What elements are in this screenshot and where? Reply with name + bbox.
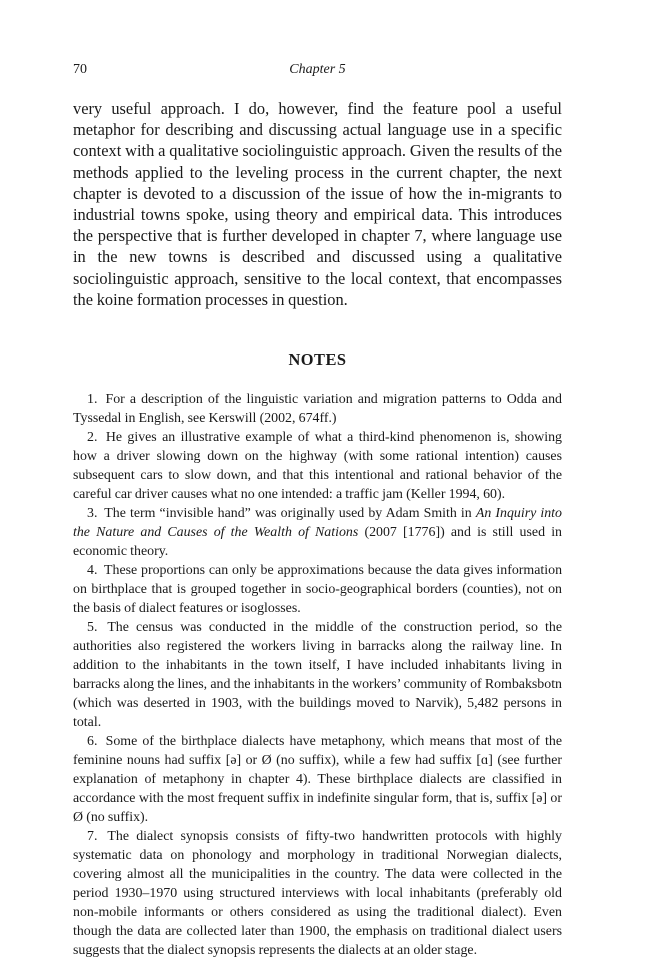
note-number: 5. [87,620,98,636]
chapter-label: Chapter 5 [289,62,346,77]
notes-list [73,390,562,960]
note-number: 3. [87,506,98,522]
note-text: These proportions can only be approximations because the data gives information on birthplace that is grouped together in socio-geographical borders (counties), not on the basis of dialect features or isoglosses. [73,563,563,617]
note-text: The term “invisible hand” was originally used by Adam Smith in [104,506,476,522]
note-1 [73,390,562,428]
note-number: 6. [87,734,98,750]
note-text: (2007 [1776]) and is still used in economic theory. [73,525,562,560]
book-page [73,62,562,960]
note-4 [73,561,562,618]
note-3 [73,504,562,561]
note-text: The census was conducted in the middle of the construction period, so the authorities also registered the workers living in barracks along the railway line. In addition to the inhabitants in the town itself, I have included inhabitants living in barracks along the lines, and the inhabitants in the workers’ community of Rombaksbotn (which was deserted in 1903, with the buildings moved to Narvik), 5,482 persons in total. [73,620,563,731]
note-number: 1. [87,392,98,408]
note-number: 4. [87,563,98,579]
note-2 [73,428,562,504]
note-5 [73,618,562,732]
page-number: 70 [73,62,87,77]
note-number: 2. [87,430,98,446]
body-paragraph: very useful approach. I do, however, find the feature pool a useful metaphor for describing and discussing actual language use in a specific context with a qualitative sociolinguistic approach. Given the results of the methods applied to the leveling process in the current chapter, the next chapter is devoted to a discussion of the issue of how the in-migrants to industrial towns spoke, using theory and empirical data. This introduces the perspective that is further developed in chapter 7, where language use in the new towns is described and discussed using a qualitative sociolinguistic approach, sensitive to the local context, that encompasses the koine formation processes in question. [73,99,562,309]
note-6 [73,732,562,827]
note-text: He gives an illustrative example of what a third-kind phenomenon is, showing how a driver slowing down on the highway (with some rational intention) causes subsequent cars to slow down, and that this intentional and rational behavior of the careful car driver causes what no one intended: a traffic jam (Keller 1994, 60). [73,430,562,503]
note-text: For a description of the linguistic variation and migration patterns to Odda and Tyssedal in English, see Kerswill (2002, 674ff.) [73,392,562,427]
running-head [73,62,562,84]
note-text: Some of the birthplace dialects have metaphony, which means that most of the feminine nouns had suffix [ə] or Ø (no suffix), while a few had suffix [ɑ] (see further explanation of metaphony in chapter 4). These birthplace dialects are classified in accordance with the most frequent suffix in indefinite singular form, that is, suffix [ə] or Ø (no suffix). [73,734,562,826]
note-text: The dialect synopsis consists of fifty-two handwritten protocols with highly systematic data on phonology and morphology in traditional Norwegian dialects, covering almost all the municipalities in the country. The data were collected in the period 1930–1970 using structured interviews with local inhabitants (preferably old non-mobile informants or others considered as using the traditional dialect). Even though the data are collected later than 1900, the emphasis on traditional dialect users suggests that the dialect synopsis represents the dialects at an older stage. [73,829,562,959]
note-number: 7. [87,829,98,845]
book-title: An Inquiry into the Nature and Causes of the Wealth of Nations [73,506,562,541]
notes-heading: NOTES [288,350,347,370]
note-7 [73,827,562,960]
